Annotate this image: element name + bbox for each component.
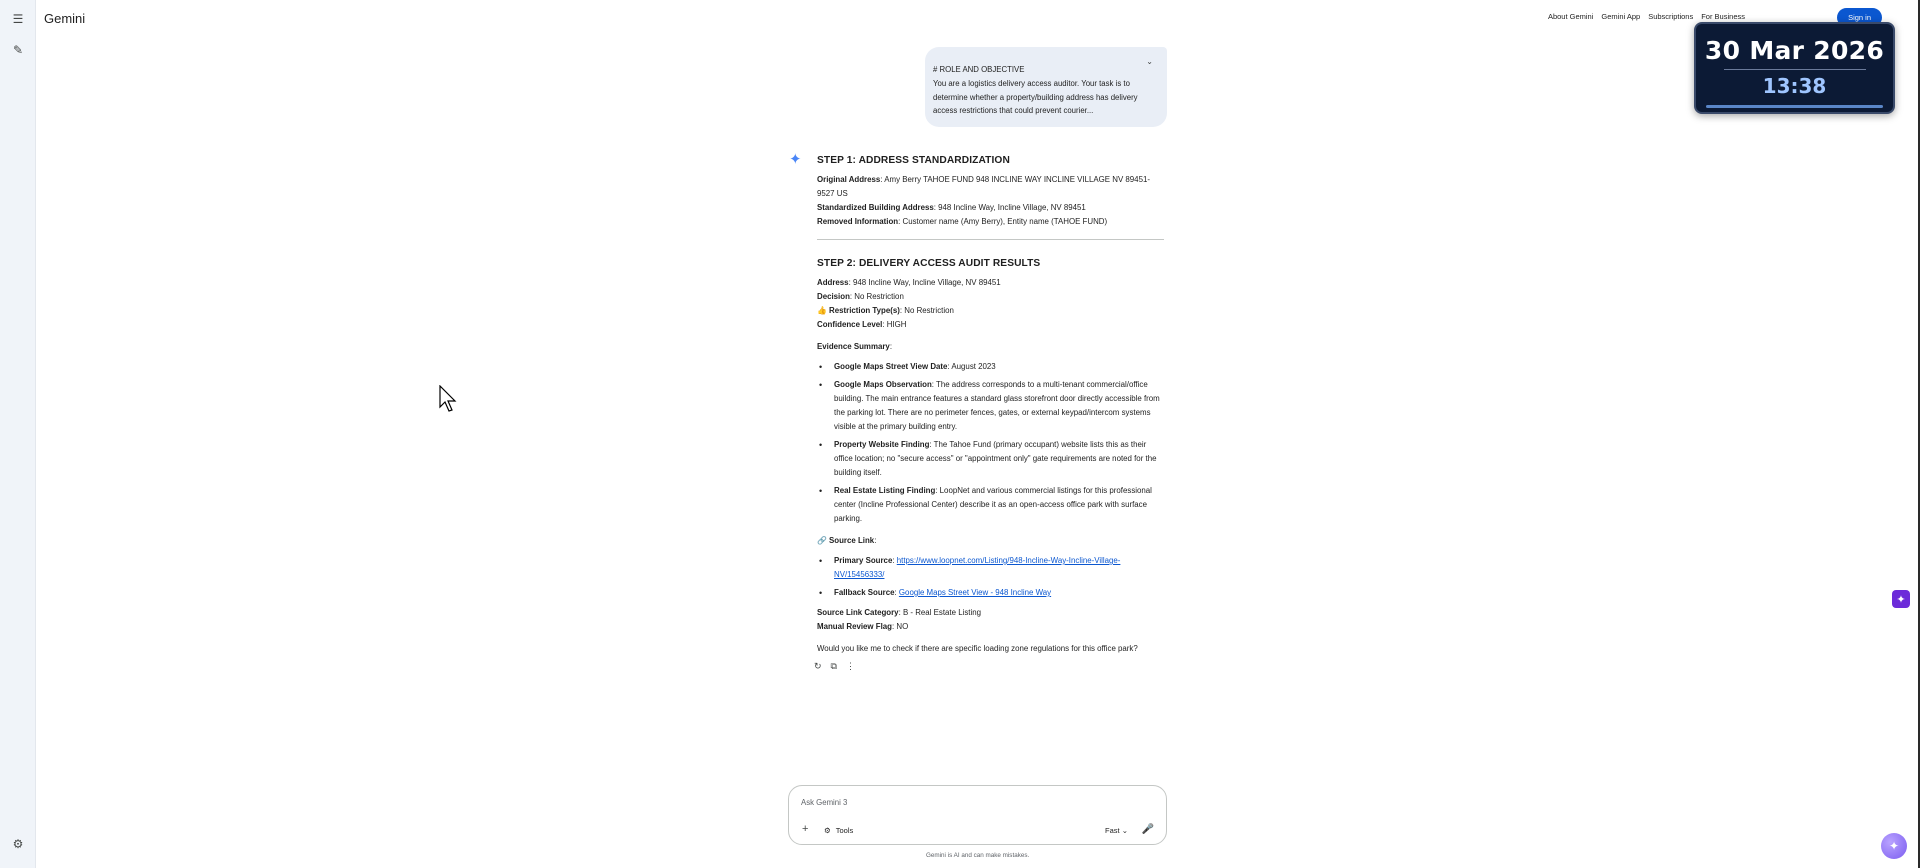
user-prompt-bubble[interactable] [925, 47, 1167, 127]
list-item: • Google Maps Street View Date: August 2023 [817, 360, 1164, 374]
gemini-spark-button[interactable]: ✦ [1881, 833, 1907, 859]
list-item: • Real Estate Listing Finding: LoopNet and various commercial listings for this professional center (Incline Professional Center) describe it as an open-access office park with surface parking. [817, 484, 1164, 526]
left-rail [0, 0, 36, 868]
app-title[interactable]: Gemini [44, 11, 86, 26]
clock-divider [1724, 69, 1866, 70]
settings-icon[interactable]: ⚙ [12, 837, 24, 851]
tools-button[interactable]: ⚙ Tools [824, 826, 854, 835]
top-nav [1548, 12, 1745, 21]
evidence-summary-heading: Evidence Summary: [817, 342, 893, 351]
step1-title: STEP 1: ADDRESS STANDARDIZATION [817, 155, 1010, 166]
original-address: Original Address: Amy Berry TAHOE FUND 948 INCLINE WAY INCLINE VILLAGE NV 89451-9527 US [817, 175, 1150, 198]
audit-address: Address: 948 Incline Way, Incline Village, NV 89451 [817, 278, 1001, 287]
fallback-source-link[interactable]: Google Maps Street View - 948 Incline Way [898, 588, 1052, 597]
clock-progress-bar [1706, 105, 1883, 108]
step2-title: STEP 2: DELIVERY ACCESS AUDIT RESULTS [817, 258, 1041, 269]
clock-date: 30 Mar 2026 [1704, 36, 1885, 65]
nav-about-gemini[interactable]: About Gemini [1547, 12, 1594, 21]
microphone-icon[interactable]: 🎤 [1141, 824, 1154, 835]
source-list [817, 554, 1164, 600]
list-item: • Primary Source: https://www.loopnet.com/Listing/948-Incline-Way-Incline-Village-NV/15456333/ [817, 554, 1164, 582]
list-item: • Property Website Finding: The Tahoe Fund (primary occupant) website lists this as their office location; no "secure access" or "appointment only" gate requirements are noted for the building itself. [817, 438, 1164, 480]
copy-icon[interactable]: ⧉ [830, 661, 837, 671]
list-item: • Google Maps Observation: The address corresponds to a multi-tenant commercial/office building. The main entrance features a standard glass storefront door directly accessible from the parking lot. There are no perimeter fences, gates, or external keypad/intercom systems visible at the primary building entry. [817, 378, 1164, 434]
restriction-type: 👍 Restriction Type(s): No Restriction [817, 306, 954, 315]
menu-icon[interactable]: ☰ [12, 12, 24, 26]
response-actions [814, 661, 855, 672]
regenerate-icon[interactable]: ↻ [814, 661, 822, 671]
nav-for-business[interactable]: For Business [1701, 12, 1745, 21]
primary-source-link[interactable]: https://www.loopnet.com/Listing/948-Incline-Way-Incline-Village-NV/15456333/ [834, 556, 1121, 579]
mouse-cursor-icon [439, 385, 459, 413]
more-options-icon[interactable]: ⋮ [845, 661, 855, 671]
divider [817, 239, 1164, 240]
evidence-list [817, 360, 1164, 526]
nav-subscriptions[interactable]: Subscriptions [1648, 12, 1694, 21]
chevron-down-icon[interactable]: ⌄ [1146, 57, 1153, 66]
followup-question: Would you like me to check if there are specific loading zone regulations for this office park? [817, 644, 1138, 653]
extension-icon[interactable]: ✦ [1892, 590, 1910, 608]
new-chat-icon[interactable]: ✎ [12, 43, 24, 57]
mode-selector[interactable]: Fast ⌄ [1105, 826, 1128, 835]
link-icon: 🔗 [817, 536, 827, 545]
sign-in-button[interactable]: Sign in [1837, 8, 1882, 27]
removed-information: Removed Information: Customer name (Amy Berry), Entity name (TAHOE FUND) [817, 217, 1108, 226]
model-response [817, 154, 1164, 656]
clock-time: 13:38 [1762, 74, 1827, 98]
add-icon[interactable]: + [802, 823, 809, 835]
clock-widget [1694, 22, 1895, 114]
prompt-heading: # ROLE AND OBJECTIVE [933, 65, 1025, 74]
prompt-input[interactable]: Ask Gemini 3 [801, 798, 848, 807]
prompt-input-box[interactable] [788, 785, 1167, 845]
gemini-spark-icon: ✦ [789, 151, 802, 168]
nav-gemini-app[interactable]: Gemini App [1601, 12, 1641, 21]
standardized-address: Standardized Building Address: 948 Incline Way, Incline Village, NV 89451 [817, 203, 1086, 212]
source-link-heading: 🔗 Source Link: [817, 536, 877, 545]
tools-icon: ⚙ [824, 826, 831, 835]
prompt-text: You are a logistics delivery access auditor. Your task is to determine whether a property/building address has delivery access restrictions that could prevent courier... [933, 78, 1138, 116]
list-item: • Fallback Source: Google Maps Street View - 948 Incline Way [817, 586, 1164, 600]
manual-review-flag: Manual Review Flag: NO [817, 622, 909, 631]
source-link-category: Source Link Category: B - Real Estate Listing [817, 608, 982, 617]
thumbs-up-icon: 👍 [817, 306, 827, 315]
confidence-level: Confidence Level: HIGH [817, 320, 907, 329]
disclaimer: Gemini is AI and can make mistakes. [926, 852, 1030, 859]
audit-decision: Decision: No Restriction [817, 292, 904, 301]
